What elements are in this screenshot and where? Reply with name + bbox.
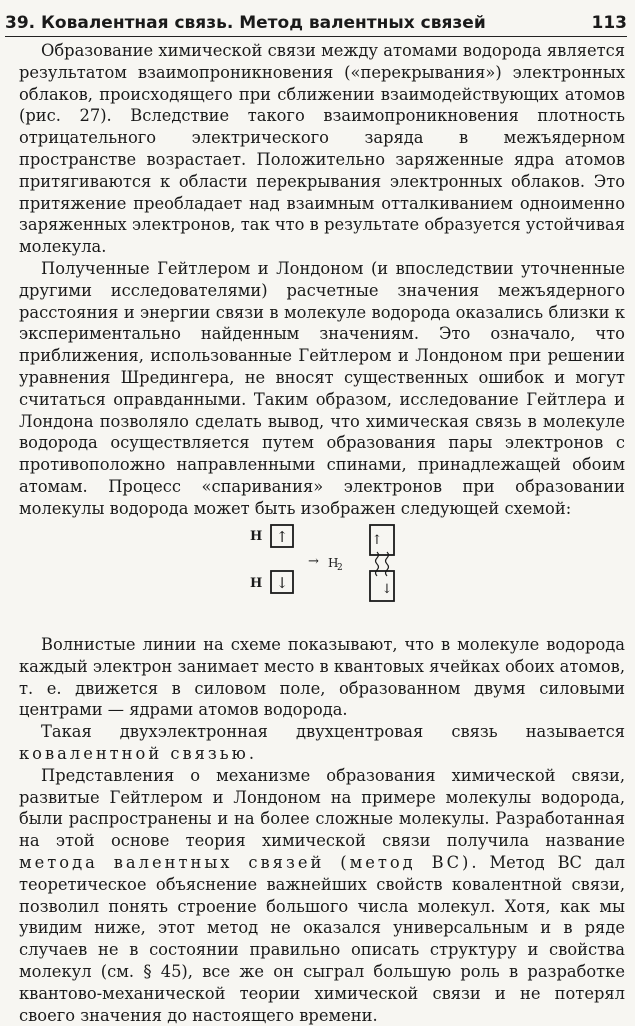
- electron-pairing-scheme: [230, 516, 430, 608]
- body-text-upper: [19, 40, 625, 520]
- spin-down-arrow: ↓: [275, 574, 289, 592]
- molecule-spin-down-arrow: ↓: [381, 582, 393, 597]
- paragraph-1: Образование химической связи между атомами водорода является результатом взаимопроникновения («перекрывания») электронных облаков, происходящего при сближении взаимодействующих атомов (рис. 27). Вследствие такого взаимопроникновения плотность отрицательного электрического заряда в межъядерном пространстве возрастает. Положительно заряженные ядра атомов притягиваются к области перекрывания электронных облаков. Это притяжение преобладает над взаимным отталкиванием одноименно заряженных электронов, так что в результате образуется устойчивая молекула.: [19, 41, 625, 257]
- product-subscript: 2: [337, 563, 343, 573]
- body-text-lower: [19, 634, 625, 1026]
- term-valence-bond-method: метода валентных связей (метод ВС): [19, 852, 472, 872]
- page-number: 113: [591, 13, 627, 33]
- paragraph-5-text-b: . Метод ВС дал теоретическое объяснение важнейших свойств ковалентной связи, позволил понять строение большого числа молекул. Хотя, как мы увидим ниже, этот метод не оказался универсальным и в ряде случаев не в состоянии правильно описать структуру и свойства молекул (см. § 45), все же он сыграл большую роль в разработке квантово-механической теории химической связи и не потерял своего значения до настоящего времени.: [19, 852, 625, 1025]
- spin-up-arrow: ↑: [275, 528, 289, 546]
- atom-label-top: H: [250, 529, 263, 544]
- paragraph-4: [19, 721, 625, 765]
- paragraph-3: Волнистые линии на схеме показывают, что в молекуле водорода каждый электрон занимает место в квантовых ячейках обоих атомов, т. е. движется в силовом поле, образованном двумя силовыми центрами — ядрами атомов водорода.: [19, 635, 625, 720]
- atom-label-bottom: H: [250, 576, 263, 591]
- section-title: 39. Ковалентная связь. Метод валентных связей: [5, 13, 486, 33]
- paragraph-5: [19, 765, 625, 1026]
- paragraph-4-text: Такая двухэлектронная двухцентровая связь называется: [41, 722, 625, 742]
- molecule-spin-up-arrow: ↑: [371, 533, 383, 548]
- term-covalent-bond: ковалентной связью: [19, 743, 249, 763]
- paragraph-4-end: .: [248, 743, 255, 763]
- product-label: H: [328, 556, 339, 570]
- reaction-arrow: →: [308, 554, 319, 569]
- running-header: [5, 10, 627, 37]
- paragraph-5-text-a: Представления о механизме образования химической связи, развитые Гейтлером и Лондоном на примере молекулы водорода, были распространены и на более сложные молекулы. Разработанная на этой основе теория химической связи получила название: [19, 765, 625, 851]
- paragraph-2: Полученные Гейтлером и Лондоном (и впоследствии уточненные другими исследователями) расчетные значения межъядерного расстояния и энергии связи в молекуле водорода оказались близки к экспериментально найденным значениям. Это означало, что приближения, использованные Гейтлером и Лондоном при решении уравнения Шредингера, не вносят существенных ошибок и могут считаться оправданными. Таким образом, исследование Гейтлера и Лондона позволяло сделать вывод, что химическая связь в молекуле водорода осуществляется путем образования пары электронов с противоположно направленными спинами, принадлежащей обоим атомам. Процесс «спаривания» электронов при образовании молекулы водорода может быть изображен следующей схемой:: [19, 258, 625, 518]
